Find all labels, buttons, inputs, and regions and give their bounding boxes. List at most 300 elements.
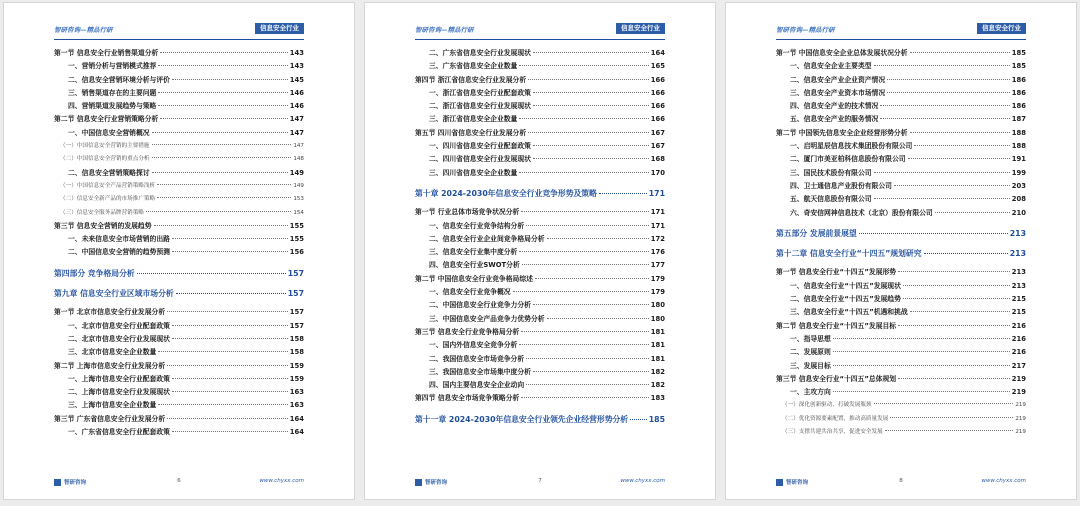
toc-entry-title: 二、中国信息安全营销的趋势预测 bbox=[68, 248, 170, 257]
toc-entry[interactable] bbox=[54, 386, 304, 399]
toc-entry[interactable] bbox=[54, 373, 304, 386]
toc-entry[interactable] bbox=[54, 60, 304, 73]
toc-leader-dots bbox=[903, 285, 1010, 286]
toc-entry[interactable] bbox=[776, 180, 1026, 193]
toc-entry-page: 149 bbox=[289, 168, 304, 177]
toc-leader-dots bbox=[513, 291, 649, 292]
toc-leader-dots bbox=[167, 365, 288, 366]
toc-entry-page: 213 bbox=[1011, 268, 1026, 277]
toc-entry-title: 二、中国信息安全行业竞争力分析 bbox=[429, 301, 531, 310]
toc-leader-dots bbox=[859, 233, 1008, 234]
toc-entry[interactable] bbox=[54, 320, 304, 333]
toc-entry-page: 185 bbox=[648, 414, 665, 424]
toc-entry-page: 166 bbox=[650, 88, 665, 97]
toc-entry-page: 188 bbox=[1011, 128, 1026, 137]
toc-leader-dots bbox=[519, 251, 648, 252]
toc-entry-page: 219 bbox=[1011, 374, 1026, 383]
header-industry-tag: 信息安全行业 bbox=[977, 23, 1026, 34]
toc-entry[interactable] bbox=[776, 74, 1026, 87]
toc-entry-page: 166 bbox=[650, 102, 665, 111]
toc-entry-title: （一）中国信息安全产品营销策略浅析 bbox=[60, 182, 156, 189]
page-footer bbox=[54, 477, 304, 489]
toc-leader-dots bbox=[533, 145, 649, 146]
toc-entry[interactable] bbox=[415, 187, 665, 200]
toc-entry[interactable] bbox=[415, 246, 665, 259]
toc-leader-dots bbox=[158, 92, 287, 93]
toc-entry-page: 168 bbox=[650, 155, 665, 164]
toc-entry[interactable] bbox=[415, 206, 665, 219]
toc-leader-dots bbox=[160, 52, 287, 53]
toc-leader-dots bbox=[137, 273, 286, 274]
toc-entry[interactable] bbox=[54, 180, 304, 193]
toc-entry-page: 215 bbox=[1011, 308, 1026, 317]
toc-entry[interactable] bbox=[415, 74, 665, 87]
toc-entry-page: 186 bbox=[1011, 102, 1026, 111]
toc-entry[interactable] bbox=[54, 333, 304, 346]
toc-leader-dots bbox=[887, 92, 1010, 93]
toc-entry-title: 二、信息安全行业“十四五”发展趋势 bbox=[790, 295, 901, 304]
toc-entry-page: 179 bbox=[650, 274, 665, 283]
toc-entry-page: 158 bbox=[289, 334, 304, 343]
toc-entry[interactable] bbox=[776, 426, 1026, 439]
table-of-contents bbox=[415, 47, 665, 432]
toc-entry-page: 147 bbox=[289, 115, 304, 124]
brand-logo-icon bbox=[415, 479, 422, 486]
toc-entry[interactable] bbox=[415, 220, 665, 233]
toc-entry[interactable] bbox=[415, 47, 665, 60]
toc-entry-title: 一、主攻方向 bbox=[790, 388, 831, 397]
footer-logo-text: 智研咨询 bbox=[786, 480, 809, 486]
toc-leader-dots bbox=[890, 417, 1013, 418]
toc-entry[interactable] bbox=[54, 287, 304, 300]
toc-entry-page: 155 bbox=[289, 221, 304, 230]
toc-entry-page: 185 bbox=[1011, 62, 1026, 71]
toc-entry[interactable] bbox=[415, 127, 665, 140]
toc-entry-page: 183 bbox=[650, 394, 665, 403]
toc-entry-page: 147 bbox=[293, 143, 304, 150]
toc-entry[interactable] bbox=[776, 207, 1026, 220]
toc-entry-title: 二、浙江省信息安全行业发展现状 bbox=[429, 102, 531, 111]
toc-entry-page: 208 bbox=[1011, 195, 1026, 204]
toc-entry-page: 216 bbox=[1011, 348, 1026, 357]
toc-entry-title: 三、上海市信息安全企业数量 bbox=[68, 401, 157, 410]
toc-entry[interactable] bbox=[415, 339, 665, 352]
toc-entry-page: 156 bbox=[289, 248, 304, 257]
toc-entry-title: 第二节 信息安全行业营销策略分析 bbox=[54, 115, 159, 124]
toc-entry-page: 186 bbox=[1011, 75, 1026, 84]
toc-entry[interactable] bbox=[776, 280, 1026, 293]
toc-entry-page: 171 bbox=[648, 188, 665, 198]
toc-leader-dots bbox=[154, 225, 288, 226]
toc-entry-page: 219 bbox=[1015, 415, 1026, 422]
toc-entry-page: 179 bbox=[650, 288, 665, 297]
toc-entry-page: 143 bbox=[289, 62, 304, 71]
toc-leader-dots bbox=[630, 419, 647, 420]
toc-entry-title: 三、销售渠道存在的主要问题 bbox=[68, 88, 157, 97]
header-brand: 智研咨询—精品行研 bbox=[54, 26, 113, 34]
page-number: 8 bbox=[899, 478, 903, 484]
toc-leader-dots bbox=[519, 172, 648, 173]
toc-leader-dots bbox=[152, 132, 288, 133]
toc-page bbox=[364, 2, 716, 500]
toc-entry-title: （二）信息安全新产品的市场推广策略 bbox=[60, 196, 156, 203]
toc-entry-title: 六、奇安信网神信息技术（北京）股份有限公司 bbox=[790, 208, 933, 217]
toc-entry[interactable] bbox=[415, 259, 665, 272]
toc-leader-dots bbox=[533, 92, 649, 93]
brand-logo-icon bbox=[54, 479, 61, 486]
toc-entry[interactable] bbox=[776, 413, 1026, 426]
toc-entry[interactable] bbox=[776, 346, 1026, 359]
toc-entry-title: 一、四川省信息安全行业配套政策 bbox=[429, 142, 531, 151]
header-brand: 智研咨询—精品行研 bbox=[776, 26, 835, 34]
toc-leader-dots bbox=[599, 193, 647, 194]
toc-entry-title: 第十章 2024-2030年信息安全行业竞争形势及策略 bbox=[415, 188, 597, 198]
toc-entry-page: 191 bbox=[1011, 155, 1026, 164]
toc-leader-dots bbox=[167, 311, 288, 312]
toc-entry[interactable] bbox=[776, 227, 1026, 240]
toc-entry[interactable] bbox=[776, 87, 1026, 100]
toc-entry-page: 157 bbox=[289, 321, 304, 330]
toc-leader-dots bbox=[880, 118, 1009, 119]
toc-entry-title: 一、营销分析与营销模式推荐 bbox=[68, 62, 157, 71]
toc-leader-dots bbox=[898, 378, 1010, 379]
toc-entry[interactable] bbox=[776, 293, 1026, 306]
toc-entry-page: 188 bbox=[1011, 142, 1026, 151]
toc-entry[interactable] bbox=[415, 113, 665, 126]
toc-leader-dots bbox=[146, 211, 291, 212]
toc-entry-page: 180 bbox=[650, 314, 665, 323]
toc-entry-page: 213 bbox=[1009, 228, 1026, 238]
toc-entry[interactable] bbox=[54, 47, 304, 60]
toc-entry-page: 181 bbox=[650, 341, 665, 350]
toc-entry[interactable] bbox=[415, 167, 665, 180]
toc-entry-title: 三、国民技术股份有限公司 bbox=[790, 168, 872, 177]
toc-leader-dots bbox=[172, 238, 288, 239]
toc-leader-dots bbox=[152, 172, 288, 173]
footer-url[interactable]: www.chyxx.com bbox=[259, 478, 304, 484]
toc-entry-page: 171 bbox=[650, 208, 665, 217]
header-industry-tag: 信息安全行业 bbox=[255, 23, 304, 34]
toc-leader-dots bbox=[547, 238, 649, 239]
toc-entry-title: （三）信息安全服务品牌营销策略 bbox=[60, 209, 144, 216]
toc-entry[interactable] bbox=[776, 266, 1026, 279]
toc-entry[interactable] bbox=[415, 286, 665, 299]
toc-entry[interactable] bbox=[776, 127, 1026, 140]
toc-entry-page: 219 bbox=[1015, 429, 1026, 436]
toc-leader-dots bbox=[874, 198, 1010, 199]
toc-entry-title: 第十一章 2024-2030年信息安全行业领先企业经营形势分析 bbox=[415, 414, 629, 424]
toc-entry-page: 210 bbox=[1011, 208, 1026, 217]
toc-entry[interactable] bbox=[54, 113, 304, 126]
toc-entry[interactable] bbox=[776, 100, 1026, 113]
toc-entry-page: 219 bbox=[1011, 388, 1026, 397]
toc-entry[interactable] bbox=[54, 167, 304, 180]
toc-entry[interactable] bbox=[776, 193, 1026, 206]
toc-leader-dots bbox=[172, 391, 288, 392]
footer-logo bbox=[415, 478, 447, 486]
toc-entry[interactable] bbox=[776, 360, 1026, 373]
toc-entry[interactable] bbox=[54, 100, 304, 113]
toc-entry[interactable] bbox=[54, 153, 304, 166]
toc-entry[interactable] bbox=[776, 153, 1026, 166]
toc-leader-dots bbox=[908, 158, 1010, 159]
toc-entry[interactable] bbox=[54, 267, 304, 280]
toc-entry[interactable] bbox=[415, 326, 665, 339]
toc-entry[interactable] bbox=[776, 320, 1026, 333]
toc-entry-page: 213 bbox=[1009, 249, 1026, 259]
toc-entry-page: 153 bbox=[293, 196, 304, 203]
toc-leader-dots bbox=[533, 304, 649, 305]
toc-leader-dots bbox=[526, 225, 649, 226]
toc-entry[interactable] bbox=[54, 87, 304, 100]
toc-leader-dots bbox=[160, 118, 287, 119]
toc-entry[interactable] bbox=[415, 233, 665, 246]
toc-entry-title: 第二节 中国领先信息安全企业经营形势分析 bbox=[776, 128, 908, 137]
toc-entry-title: （二）优化资源要素配置，推动高质量发展 bbox=[782, 415, 889, 422]
toc-entry-page: 167 bbox=[650, 142, 665, 151]
toc-leader-dots bbox=[924, 253, 1008, 254]
toc-leader-dots bbox=[528, 79, 649, 80]
toc-leader-dots bbox=[158, 105, 287, 106]
toc-entry-title: 第四节 浙江省信息安全行业发展分析 bbox=[415, 75, 527, 84]
toc-entry[interactable] bbox=[776, 247, 1026, 260]
toc-entry-page: 215 bbox=[1011, 295, 1026, 304]
toc-entry-title: 二、信息安全产业企业资产情况 bbox=[790, 75, 886, 84]
toc-entry-title: 一、信息安全行业“十四五”发展现状 bbox=[790, 281, 901, 290]
toc-leader-dots bbox=[935, 212, 1010, 213]
toc-entry-title: 第二节 信息安全行业“十四五”发展目标 bbox=[776, 321, 897, 330]
toc-page bbox=[725, 2, 1077, 500]
toc-entry-page: 177 bbox=[650, 261, 665, 270]
toc-entry[interactable] bbox=[776, 333, 1026, 346]
toc-entry[interactable] bbox=[776, 399, 1026, 412]
toc-entry[interactable] bbox=[54, 413, 304, 426]
toc-leader-dots bbox=[894, 185, 1010, 186]
page-footer bbox=[776, 477, 1026, 489]
toc-entry-page: 158 bbox=[289, 348, 304, 357]
toc-leader-dots bbox=[521, 397, 648, 398]
toc-entry-page: 170 bbox=[650, 168, 665, 177]
toc-entry-page: 143 bbox=[289, 49, 304, 57]
toc-entry-title: 一、上海市信息安全行业配套政策 bbox=[68, 374, 170, 383]
toc-leader-dots bbox=[533, 52, 649, 53]
toc-entry-title: 二、广东省信息安全行业发展现状 bbox=[429, 49, 531, 57]
toc-entry[interactable] bbox=[415, 413, 665, 426]
toc-entry-title: 二、上海市信息安全行业发展现状 bbox=[68, 388, 170, 397]
toc-entry-title: 第五节 四川省信息安全行业发展分析 bbox=[415, 128, 527, 137]
toc-entry[interactable] bbox=[415, 140, 665, 153]
toc-entry-title: 一、广东省信息安全行业配套政策 bbox=[68, 428, 170, 437]
toc-entry[interactable] bbox=[415, 379, 665, 392]
toc-leader-dots bbox=[172, 431, 288, 432]
toc-entry[interactable] bbox=[415, 353, 665, 366]
toc-entry-title: 一、指导思想 bbox=[790, 334, 831, 343]
page-header bbox=[415, 23, 665, 40]
toc-entry-title: 二、发展原则 bbox=[790, 348, 831, 357]
toc-entry[interactable] bbox=[776, 60, 1026, 73]
toc-entry-page: 164 bbox=[650, 49, 665, 57]
toc-entry[interactable] bbox=[415, 366, 665, 379]
toc-entry-title: 第二节 上海市信息安全行业发展分析 bbox=[54, 361, 166, 370]
toc-entry-page: 172 bbox=[650, 234, 665, 243]
toc-entry-page: 203 bbox=[1011, 181, 1026, 190]
toc-entry[interactable] bbox=[776, 373, 1026, 386]
toc-entry-title: 一、浙江省信息安全行业配套政策 bbox=[429, 88, 531, 97]
toc-entry[interactable] bbox=[54, 207, 304, 220]
toc-entry-title: 一、未来信息安全市场营销的出路 bbox=[68, 235, 170, 244]
toc-entry[interactable] bbox=[54, 306, 304, 319]
toc-entry[interactable] bbox=[776, 386, 1026, 399]
toc-entry-page: 166 bbox=[650, 75, 665, 84]
toc-entry-page: 163 bbox=[289, 388, 304, 397]
toc-entry-page: 163 bbox=[289, 401, 304, 410]
header-brand: 智研咨询—精品行研 bbox=[415, 26, 474, 34]
toc-entry-title: （三）支撑共建共治共享，促进安全发展 bbox=[782, 429, 883, 436]
toc-leader-dots bbox=[519, 118, 648, 119]
toc-entry[interactable] bbox=[776, 167, 1026, 180]
toc-leader-dots bbox=[533, 158, 649, 159]
page-footer bbox=[415, 477, 665, 489]
toc-page bbox=[3, 2, 355, 500]
toc-entry-page: 159 bbox=[289, 361, 304, 370]
toc-entry[interactable] bbox=[54, 140, 304, 153]
toc-leader-dots bbox=[152, 144, 292, 145]
toc-leader-dots bbox=[910, 52, 1010, 53]
toc-leader-dots bbox=[887, 79, 1010, 80]
toc-entry-title: 一、信息安全行业竞争概况 bbox=[429, 288, 511, 297]
toc-entry-page: 217 bbox=[1011, 361, 1026, 370]
toc-leader-dots bbox=[914, 145, 1009, 146]
toc-entry-title: 一、信息安全企业主要类型 bbox=[790, 62, 872, 71]
footer-url[interactable]: www.chyxx.com bbox=[981, 478, 1026, 484]
toc-leader-dots bbox=[172, 378, 288, 379]
toc-entry[interactable] bbox=[415, 153, 665, 166]
toc-entry-page: 176 bbox=[650, 248, 665, 257]
toc-entry[interactable] bbox=[415, 299, 665, 312]
toc-leader-dots bbox=[519, 65, 648, 66]
toc-entry[interactable] bbox=[415, 273, 665, 286]
toc-entry[interactable] bbox=[54, 127, 304, 140]
toc-entry[interactable] bbox=[415, 60, 665, 73]
toc-entry-title: 一、国内外信息安全竞争分析 bbox=[429, 341, 518, 350]
brand-logo-icon bbox=[776, 479, 783, 486]
toc-entry-page: 154 bbox=[293, 209, 304, 216]
toc-leader-dots bbox=[172, 79, 288, 80]
toc-entry[interactable] bbox=[54, 360, 304, 373]
toc-entry-title: 第一节 行业总体市场竞争状况分析 bbox=[415, 208, 520, 217]
toc-entry-title: （一）深化创新驱动，打破发展瓶颈 bbox=[782, 402, 872, 409]
toc-entry[interactable] bbox=[776, 113, 1026, 126]
header-industry-tag: 信息安全行业 bbox=[616, 23, 665, 34]
toc-entry[interactable] bbox=[54, 193, 304, 206]
toc-entry-page: 164 bbox=[289, 414, 304, 423]
toc-leader-dots bbox=[172, 325, 288, 326]
toc-entry-title: 四、信息安全行业SWOT分析 bbox=[429, 261, 520, 270]
page-header bbox=[776, 23, 1026, 40]
toc-entry-title: 第二节 中国信息安全行业竞争格局综述 bbox=[415, 274, 533, 283]
toc-leader-dots bbox=[158, 65, 287, 66]
toc-entry-page: 157 bbox=[287, 268, 304, 278]
toc-entry-title: 五、航天信息股份有限公司 bbox=[790, 195, 872, 204]
page-number: 7 bbox=[538, 478, 542, 484]
toc-leader-dots bbox=[528, 132, 649, 133]
toc-entry-title: 第一节 信息安全行业销售渠道分析 bbox=[54, 49, 159, 57]
toc-entry[interactable] bbox=[415, 392, 665, 405]
toc-entry-title: 四、信息安全产业的技术情况 bbox=[790, 102, 879, 111]
toc-leader-dots bbox=[898, 325, 1010, 326]
toc-entry-title: 第一节 北京市信息安全行业发展分析 bbox=[54, 308, 166, 317]
toc-entry-title: 第一节 中国信息安全企业总体发展状况分析 bbox=[776, 49, 908, 57]
toc-entry[interactable] bbox=[54, 220, 304, 233]
toc-entry-title: 第三节 广东省信息安全行业发展分析 bbox=[54, 414, 166, 423]
toc-entry-page: 164 bbox=[289, 428, 304, 437]
toc-entry[interactable] bbox=[54, 246, 304, 259]
toc-entry-title: 三、信息安全产业资本市场情况 bbox=[790, 88, 886, 97]
toc-entry-page: 149 bbox=[293, 182, 304, 189]
toc-entry-page: 146 bbox=[289, 88, 304, 97]
toc-entry-title: 第三节 信息安全营销的发展趋势 bbox=[54, 221, 152, 230]
toc-entry-title: 三、中国信息安全产品竞争力优势分析 bbox=[429, 314, 545, 323]
toc-entry-title: 二、信息安全行业企业间竞争格局分析 bbox=[429, 234, 545, 243]
toc-entry-page: 181 bbox=[650, 354, 665, 363]
toc-leader-dots bbox=[547, 318, 649, 319]
toc-entry-title: 四、营销渠道发展趋势与策略 bbox=[68, 102, 157, 111]
toc-entry-title: 一、信息安全行业竞争结构分析 bbox=[429, 221, 525, 230]
toc-leader-dots bbox=[157, 184, 291, 185]
toc-entry-page: 159 bbox=[289, 374, 304, 383]
toc-leader-dots bbox=[157, 197, 291, 198]
toc-entry-page: 182 bbox=[650, 367, 665, 376]
toc-entry[interactable] bbox=[415, 87, 665, 100]
toc-leader-dots bbox=[167, 418, 288, 419]
toc-leader-dots bbox=[535, 278, 649, 279]
toc-entry[interactable] bbox=[415, 313, 665, 326]
toc-entry[interactable] bbox=[54, 233, 304, 246]
footer-url[interactable]: www.chyxx.com bbox=[620, 478, 665, 484]
toc-entry-title: 二、北京市信息安全行业发展现状 bbox=[68, 334, 170, 343]
toc-leader-dots bbox=[152, 157, 292, 158]
toc-entry-page: 147 bbox=[289, 128, 304, 137]
toc-entry[interactable] bbox=[54, 74, 304, 87]
toc-entry-title: 三、北京市信息安全企业数量 bbox=[68, 348, 157, 357]
toc-entry-page: 216 bbox=[1011, 334, 1026, 343]
toc-entry-page: 182 bbox=[650, 381, 665, 390]
toc-entry[interactable] bbox=[776, 306, 1026, 319]
toc-leader-dots bbox=[885, 430, 1014, 431]
toc-leader-dots bbox=[874, 403, 1014, 404]
toc-entry-title: 二、信息安全营销策略探讨 bbox=[68, 168, 150, 177]
toc-entry-page: 167 bbox=[650, 128, 665, 137]
toc-entry-page: 157 bbox=[287, 289, 304, 299]
toc-entry-page: 166 bbox=[650, 115, 665, 124]
table-of-contents bbox=[776, 47, 1026, 439]
toc-leader-dots bbox=[833, 391, 1010, 392]
toc-entry-page: 187 bbox=[1011, 115, 1026, 124]
toc-entry-title: 第十二章 信息安全行业“十四五”规划研究 bbox=[776, 249, 922, 259]
toc-entry[interactable] bbox=[54, 426, 304, 439]
toc-entry[interactable] bbox=[776, 47, 1026, 60]
toc-entry-title: 二、我国信息安全市场竞争分析 bbox=[429, 354, 525, 363]
toc-leader-dots bbox=[833, 338, 1010, 339]
toc-leader-dots bbox=[898, 271, 1010, 272]
toc-entry[interactable] bbox=[776, 140, 1026, 153]
toc-entry[interactable] bbox=[415, 100, 665, 113]
toc-leader-dots bbox=[880, 105, 1009, 106]
toc-leader-dots bbox=[176, 293, 286, 294]
toc-entry-title: 第九章 信息安全行业区域市场分析 bbox=[54, 289, 174, 299]
toc-entry[interactable] bbox=[54, 399, 304, 412]
toc-entry[interactable] bbox=[54, 346, 304, 359]
